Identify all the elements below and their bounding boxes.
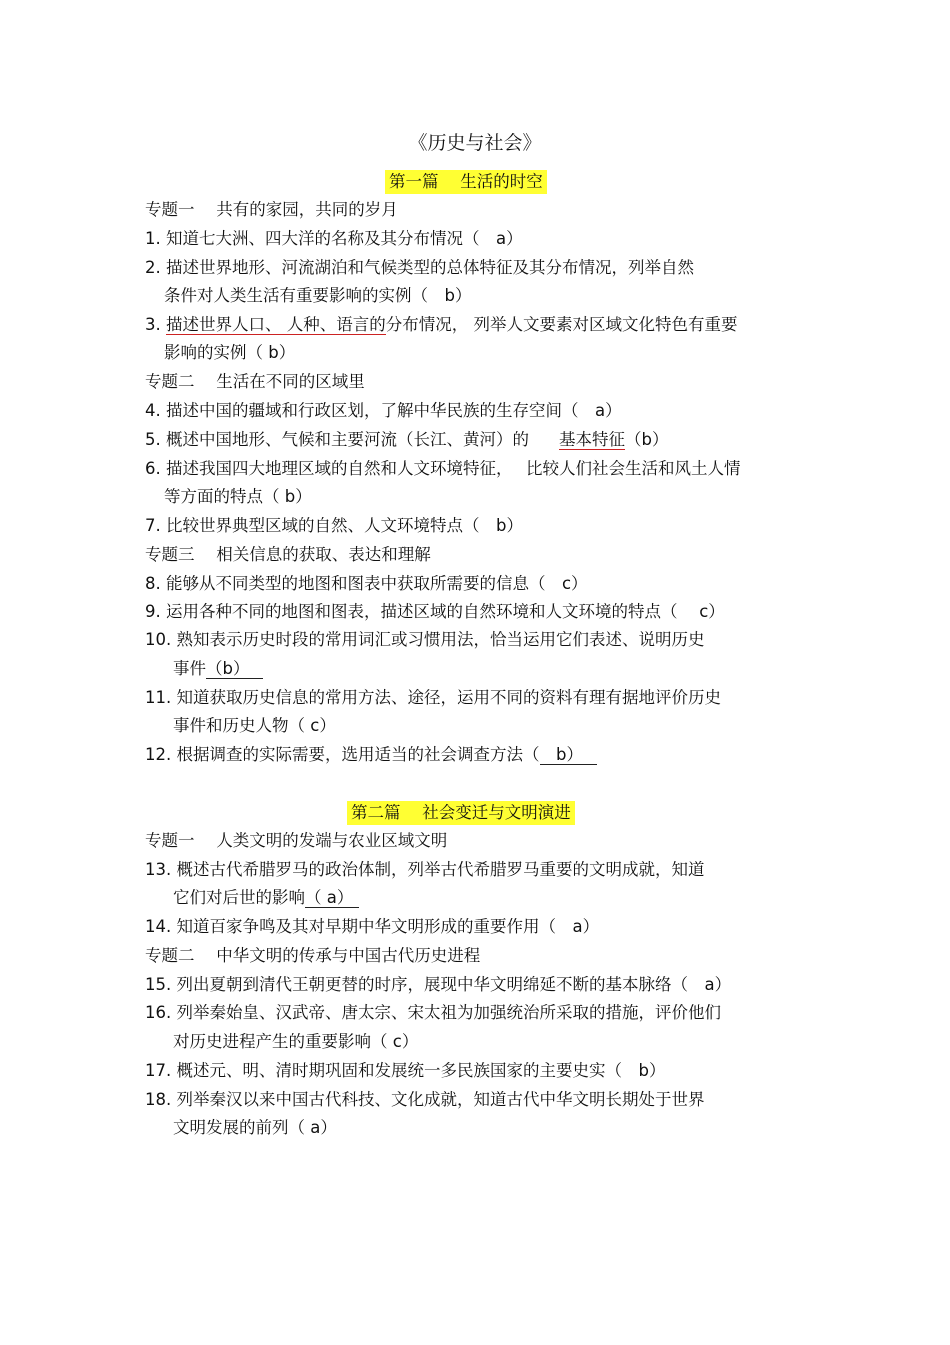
item-6-line2: 等方面的特点（ b） [164,487,312,506]
item-10-line2 [173,659,263,679]
part1-heading: 第一篇 生活的时空 [385,170,547,194]
item-2-line2: 条件对人类生活有重要影响的实例（ b） [164,286,472,305]
part1-topic3: 专题三 相关信息的获取、表达和理解 [145,545,431,564]
item-6-line1: 6. 描述我国四大地理区域的自然和人文环境特征， 比较人们社会生活和风土人情 [145,459,741,478]
item-3-line2: 影响的实例（ b） [164,343,296,362]
item-4: 4. 描述中国的疆域和行政区划，了解中华民族的生存空间（ a） [145,401,622,420]
part2-topic1: 专题一 人类文明的发端与农业区域文明 [145,831,448,850]
item-14: 14. 知道百家争鸣及其对早期中华文明形成的重要作用（ a） [145,917,600,936]
item-5 [145,430,668,450]
item-5-post: （b） [625,430,669,449]
item-10-pre: 事件 [173,659,206,678]
item-10-line1: 10. 熟知表示历史时段的常用词汇或习惯用法，恰当运用它们表述、说明历史 [145,630,705,649]
item-3-line1 [145,315,738,335]
item-13-pre: 它们对后世的影响 [173,888,305,907]
item-1: 1. 知道七大洲、四大洋的名称及其分布情况（ a） [145,229,523,248]
part1-topic2: 专题二 生活在不同的区域里 [145,372,365,391]
item-13-underlined-answer: （ a） [305,888,359,908]
item-15: 15. 列出夏朝到清代王朝更替的时序，展现中华文明绵延不断的基本脉络（ a） [145,975,732,994]
document-title: 《历史与社会》 [408,132,542,154]
item-13-line2 [173,888,359,908]
item-10-underlined-answer: （b） [206,659,263,679]
item-16-line1: 16. 列举秦始皇、汉武帝、唐太宗、宋太祖为加强统治所采取的措施，评价他们 [145,1003,721,1022]
item-13-line1: 13. 概述古代希腊罗马的政治体制，列举古代希腊罗马重要的文明成就，知道 [145,860,705,879]
item-9: 9. 运用各种不同的地图和图表，描述区域的自然环境和人文环境的特点（ c） [145,602,725,621]
item-3-underlined-text: 描述世界人口、 人种、语言的 [166,315,386,334]
part1-topic1: 专题一 共有的家园，共同的岁月 [145,200,398,219]
item-12-pre: 12. 根据调查的实际需要，选用适当的社会调查方法（ [145,745,540,764]
item-7: 7. 比较世界典型区域的自然、人文环境特点（ b） [145,516,523,535]
item-16-line2: 对历史进程产生的重要影响（ c） [173,1032,419,1051]
item-12 [145,745,597,765]
item-3-number: 3. [145,315,166,334]
item-2-line1: 2. 描述世界地形、河流湖泊和气候类型的总体特征及其分布情况，列举自然 [145,258,694,277]
item-17: 17. 概述元、明、清时期巩固和发展统一多民族国家的主要史实（ b） [145,1061,666,1080]
item-5-pre: 5. 概述中国地形、气候和主要河流（长江、黄河）的 [145,430,529,449]
part2-heading: 第二篇 社会变迁与文明演进 [347,801,575,825]
item-5-underlined-text: 基本特征 [559,430,625,449]
item-3-rest: 分布情况， 列举人文要素对区域文化特色有重要 [385,315,738,334]
item-11-line2: 事件和历史人物（ c） [173,716,336,735]
part2-topic2: 专题二 中华文明的传承与中国古代历史进程 [145,946,481,965]
item-12-underlined-answer: b） [540,745,597,765]
item-18-line1: 18. 列举秦汉以来中国古代科技、文化成就，知道古代中华文明长期处于世界 [145,1090,705,1109]
item-11-line1: 11. 知道获取历史信息的常用方法、途径，运用不同的资料有理有据地评价历史 [145,688,721,707]
item-8: 8. 能够从不同类型的地图和图表中获取所需要的信息（ c） [145,574,588,593]
item-18-line2: 文明发展的前列（ a） [173,1118,337,1137]
